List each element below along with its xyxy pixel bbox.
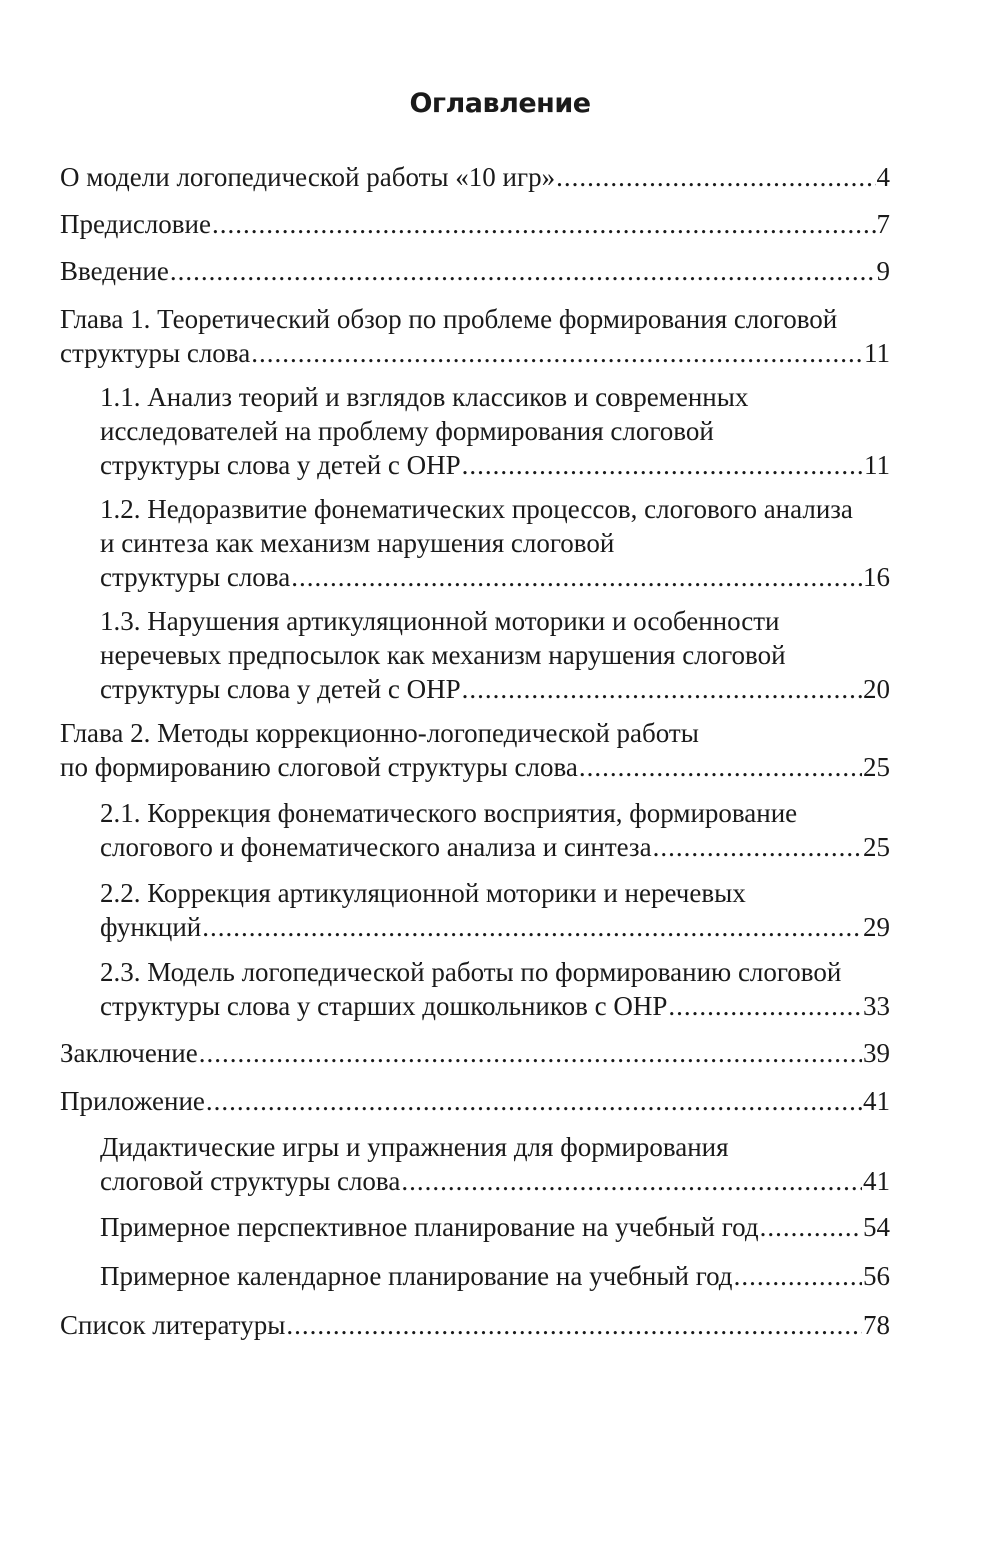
toc-entry-line xyxy=(100,1259,890,1293)
dot-leader xyxy=(251,336,863,370)
toc-entry-text: структуры слова у детей с ОНР xyxy=(100,674,461,704)
toc-entry-text: слоговой структуры слова xyxy=(100,1166,401,1196)
toc-entry-text: 1.3. Нарушения артикуляционной моторики и особенности xyxy=(100,606,780,636)
toc-entry-text: Дидактические игры и упражнения для формирования xyxy=(100,1132,729,1162)
toc-entry xyxy=(100,492,890,594)
dot-leader xyxy=(462,672,862,706)
toc-page-number: 25 xyxy=(863,832,890,862)
toc-entry-text: Примерное перспективное планирование на учебный год xyxy=(100,1212,759,1242)
toc-page-number: 25 xyxy=(863,752,890,782)
toc-entry-text: Заключение xyxy=(60,1038,198,1068)
toc-entry-line xyxy=(60,1036,890,1070)
dot-leader xyxy=(579,750,862,784)
toc-title: Оглавление xyxy=(409,88,591,119)
toc-page-number: 41 xyxy=(863,1086,890,1116)
toc-entry-line xyxy=(100,989,890,1023)
dot-leader xyxy=(286,1308,862,1342)
dot-leader xyxy=(734,1259,862,1293)
toc-entry-text: слогового и фонематического анализа и синтеза xyxy=(100,832,652,862)
toc-entry xyxy=(60,1036,890,1070)
toc-entry-text: Список литературы xyxy=(60,1310,286,1340)
toc-entry xyxy=(100,1130,890,1198)
toc-entry-line xyxy=(60,336,890,370)
dot-leader xyxy=(199,1036,862,1070)
toc-entry-text: Приложение xyxy=(60,1086,205,1116)
toc-entry xyxy=(100,1259,890,1293)
toc-entry-text: 2.2. Коррекция артикуляционной моторики и неречевых xyxy=(100,878,746,908)
toc-entry-text: структуры слова xyxy=(60,338,251,368)
toc-entry xyxy=(60,1084,890,1118)
toc-entry-text: 1.1. Анализ теорий и взглядов классиков и современных xyxy=(100,382,749,412)
dot-leader xyxy=(668,989,862,1023)
toc-entry xyxy=(100,604,890,706)
toc-entry-text: функций xyxy=(100,912,202,942)
toc-entry-text: по формированию слоговой структуры слова xyxy=(60,752,578,782)
toc-entry-line xyxy=(60,254,890,288)
dot-leader xyxy=(206,1084,862,1118)
toc-entry-line xyxy=(100,448,890,482)
toc-page-number: 39 xyxy=(863,1038,890,1068)
toc-entry-text: О модели логопедической работы «10 игр» xyxy=(60,162,556,192)
toc-entry-text: Введение xyxy=(60,256,169,286)
toc-page-number: 33 xyxy=(863,991,890,1021)
toc-entry-line xyxy=(60,750,890,784)
dot-leader xyxy=(653,830,862,864)
toc-entry xyxy=(100,1210,890,1244)
toc-entry xyxy=(100,796,890,864)
toc-page-number: 11 xyxy=(864,450,890,480)
toc-entry-line xyxy=(100,830,890,864)
toc-entry xyxy=(60,160,890,194)
toc-entry-line xyxy=(100,672,890,706)
toc-page-number: 20 xyxy=(863,674,890,704)
toc-page-number: 54 xyxy=(863,1212,890,1242)
toc-entry-line xyxy=(100,560,890,594)
toc-page-number: 16 xyxy=(863,562,890,592)
toc-entry xyxy=(60,254,890,288)
dot-leader xyxy=(760,1210,862,1244)
toc-entry-text: и синтеза как механизм нарушения слоговой xyxy=(100,528,615,558)
toc-entry-line xyxy=(60,1308,890,1342)
dot-leader xyxy=(202,910,862,944)
toc-page-number: 29 xyxy=(863,912,890,942)
toc-entry xyxy=(60,207,890,241)
toc-entry-text: неречевых предпосылок как механизм нарушения слоговой xyxy=(100,640,786,670)
toc-entry-line xyxy=(60,1084,890,1118)
toc-page-number: 9 xyxy=(876,256,890,286)
dot-leader xyxy=(462,448,863,482)
toc-entry xyxy=(60,716,890,784)
toc-entry-text: 2.1. Коррекция фонематического восприятия, формирование xyxy=(100,798,798,828)
toc-entry-text: исследователей на проблему формирования слоговой xyxy=(100,416,714,446)
toc-entry-text: Примерное календарное планирование на учебный год xyxy=(100,1261,733,1291)
toc-entry-line xyxy=(60,207,890,241)
toc-entry-text: структуры слова у детей с ОНР xyxy=(100,450,461,480)
dot-leader xyxy=(170,254,876,288)
toc-entry-text: структуры слова xyxy=(100,562,291,592)
dot-leader xyxy=(556,160,875,194)
toc-entry xyxy=(100,876,890,944)
toc-entry-line xyxy=(100,1210,890,1244)
dot-leader xyxy=(212,207,876,241)
toc-entry xyxy=(100,380,890,482)
toc-page-number: 11 xyxy=(864,338,890,368)
toc-entry-line xyxy=(60,160,890,194)
toc-entry xyxy=(60,302,890,370)
toc-page-number: 78 xyxy=(863,1310,890,1340)
toc-entry xyxy=(100,955,890,1023)
toc-entry-text: Глава 1. Теоретический обзор по проблеме формирования слоговой xyxy=(60,304,838,334)
toc-entry-text: Глава 2. Методы коррекционно-логопедической работы xyxy=(60,718,699,748)
toc-page-number: 7 xyxy=(876,209,890,239)
toc-entry-text: структуры слова у старших дошкольников с ОНР xyxy=(100,991,668,1021)
dot-leader xyxy=(401,1164,862,1198)
toc-entry-line xyxy=(100,910,890,944)
toc-entry-text: Предисловие xyxy=(60,209,211,239)
toc-page-number: 41 xyxy=(863,1166,890,1196)
dot-leader xyxy=(291,560,862,594)
toc-page-number: 56 xyxy=(863,1261,890,1291)
toc-entry-line xyxy=(100,1164,890,1198)
toc-entry-text: 1.2. Недоразвитие фонематических процессов, слогового анализа xyxy=(100,494,853,524)
toc-page-number: 4 xyxy=(876,162,890,192)
toc-entry xyxy=(60,1308,890,1342)
toc-entry-text: 2.3. Модель логопедической работы по формированию слоговой xyxy=(100,957,842,987)
